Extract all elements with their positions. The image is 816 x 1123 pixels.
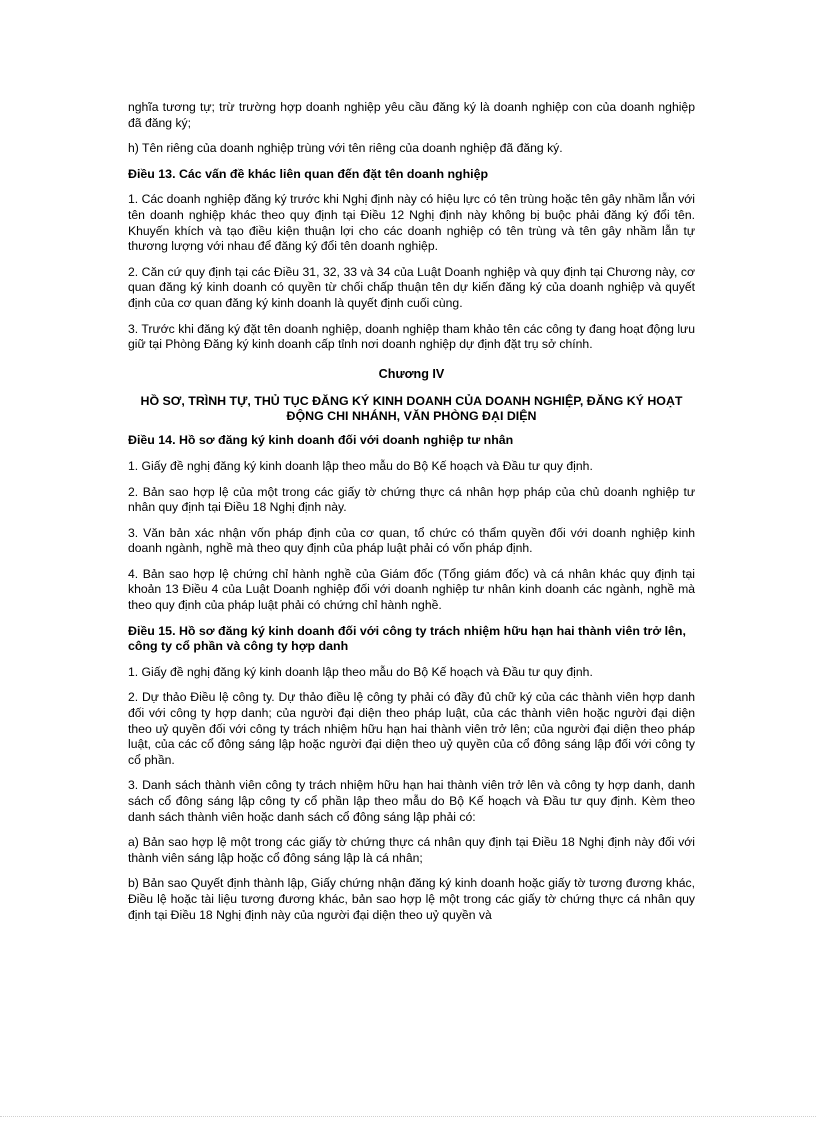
paragraph: 3. Trước khi đăng ký đặt tên doanh nghiệp, doanh nghiệp tham khảo tên các công ty đang hoạt động lưu giữ tại Phòng Đăng ký kinh doanh cấp tỉnh nơi doanh nghiệp dự định đặt trụ sở chính.	[128, 321, 695, 352]
article-heading: Điều 14. Hồ sơ đăng ký kinh doanh đối với doanh nghiệp tư nhân	[128, 433, 514, 448]
paragraph: 4. Bản sao hợp lệ chứng chỉ hành nghề của Giám đốc (Tổng giám đốc) và cá nhân khác quy định tại khoản 13 Điều 4 của Luật Doanh nghiệp đối với doanh nghiệp tư nhân kinh doanh các ngành, nghề mà theo quy định của pháp luật phải có chứng chỉ hành nghề.	[128, 566, 695, 613]
paragraph: a) Bản sao hợp lệ một trong các giấy tờ chứng thực cá nhân quy định tại Điều 18 Nghị định này đối với thành viên sáng lập hoặc cổ đông sáng lập là cá nhân;	[128, 835, 695, 865]
paragraph: 1. Giấy đề nghị đăng ký kinh doanh lập theo mẫu do Bộ Kế hoạch và Đầu tư quy định.	[128, 458, 593, 473]
document-page	[128, 100, 695, 933]
page-bottom-border	[0, 1116, 816, 1117]
paragraph: 2. Căn cứ quy định tại các Điều 31, 32, 33 và 34 của Luật Doanh nghiệp và quy định tại Chương này, cơ quan đăng ký kinh doanh có quyền từ chối chấp thuận tên dự kiến đăng ký của doanh nghiệp và quyết định của cơ quan đăng ký kinh doanh là quyết định cuối cùng.	[128, 264, 695, 310]
paragraph: 1. Các doanh nghiệp đăng ký trước khi Nghị định này có hiệu lực có tên trùng hoặc tên gây nhầm lẫn với tên doanh nghiệp khác theo quy định tại Điều 12 Nghị định này không bị buộc phải đăng ký đổi tên. Khuyến khích và tạo điều kiện thuận lợi cho các doanh nghiệp có tên trùng và tên gây nhầm lẫn tự thương lượng với nhau để đăng ký đổi tên doanh nghiệp.	[128, 192, 695, 254]
paragraph: 2. Dự thảo Điều lệ công ty. Dự thảo điều lệ công ty phải có đầy đủ chữ ký của các thành viên hợp danh đối với công ty hợp danh; của người đại diện theo pháp luật, của các thành viên hoặc người đại diện theo uỷ quyền đối với công ty trách nhiệm hữu hạn hai thành viên trở lên; của người đại diện theo pháp luật, của các cổ đông sáng lập hoặc người đại diện theo uỷ quyền của cổ đông sáng lập đối với công ty cổ phần.	[128, 690, 695, 767]
paragraph: 2. Bản sao hợp lệ của một trong các giấy tờ chứng thực cá nhân hợp pháp của chủ doanh nghiệp tư nhân quy định tại Điều 18 Nghị định này.	[128, 484, 695, 515]
paragraph: 1. Giấy đề nghị đăng ký kinh doanh lập theo mẫu do Bộ Kế hoạch và Đầu tư quy định.	[128, 664, 593, 679]
paragraph: 3. Văn bản xác nhận vốn pháp định của cơ quan, tổ chức có thẩm quyền đối với doanh nghiệp kinh doanh ngành, nghề mà theo quy định của pháp luật phải có vốn pháp định.	[128, 525, 695, 556]
paragraph: h) Tên riêng của doanh nghiệp trùng với tên riêng của doanh nghiệp đã đăng ký.	[128, 141, 563, 156]
paragraph: 3. Danh sách thành viên công ty trách nhiệm hữu hạn hai thành viên trở lên và công ty hợp danh, danh sách cổ đông sáng lập công ty cổ phần lập theo mẫu do Bộ Kế hoạch và Đầu tư quy định. Kèm theo danh sách thành viên hoặc danh sách cổ đông sáng lập phải có:	[128, 778, 695, 824]
chapter-title: HỒ SƠ, TRÌNH TỰ, THỦ TỤC ĐĂNG KÝ KINH DOANH CỦA DOANH NGHIỆP, ĐĂNG KÝ HOẠT ĐỘNG CHI NHÁNH, VĂN PHÒNG ĐẠI DIỆN	[140, 394, 683, 424]
paragraph: b) Bản sao Quyết định thành lập, Giấy chứng nhận đăng ký kinh doanh hoặc giấy tờ tương đương khác, Điều lệ hoặc tài liệu tương đương khác, bản sao hợp lệ một trong các giấy tờ chứng thực cá nhân quy định tại Điều 18 Nghị định này của người đại diện theo uỷ quyền và	[128, 876, 695, 922]
article-heading: Điều 15. Hồ sơ đăng ký kinh doanh đối với công ty trách nhiệm hữu hạn hai thành viên trở lên, công ty cổ phần và công ty hợp danh	[128, 623, 686, 654]
paragraph: nghĩa tương tự; trừ trường hợp doanh nghiệp yêu cầu đăng ký là doanh nghiệp con của doanh nghiệp đã đăng ký;	[128, 100, 695, 130]
article-heading: Điều 13. Các vấn đề khác liên quan đến đặt tên doanh nghiệp	[128, 166, 489, 181]
chapter-heading: Chương IV	[378, 366, 445, 381]
